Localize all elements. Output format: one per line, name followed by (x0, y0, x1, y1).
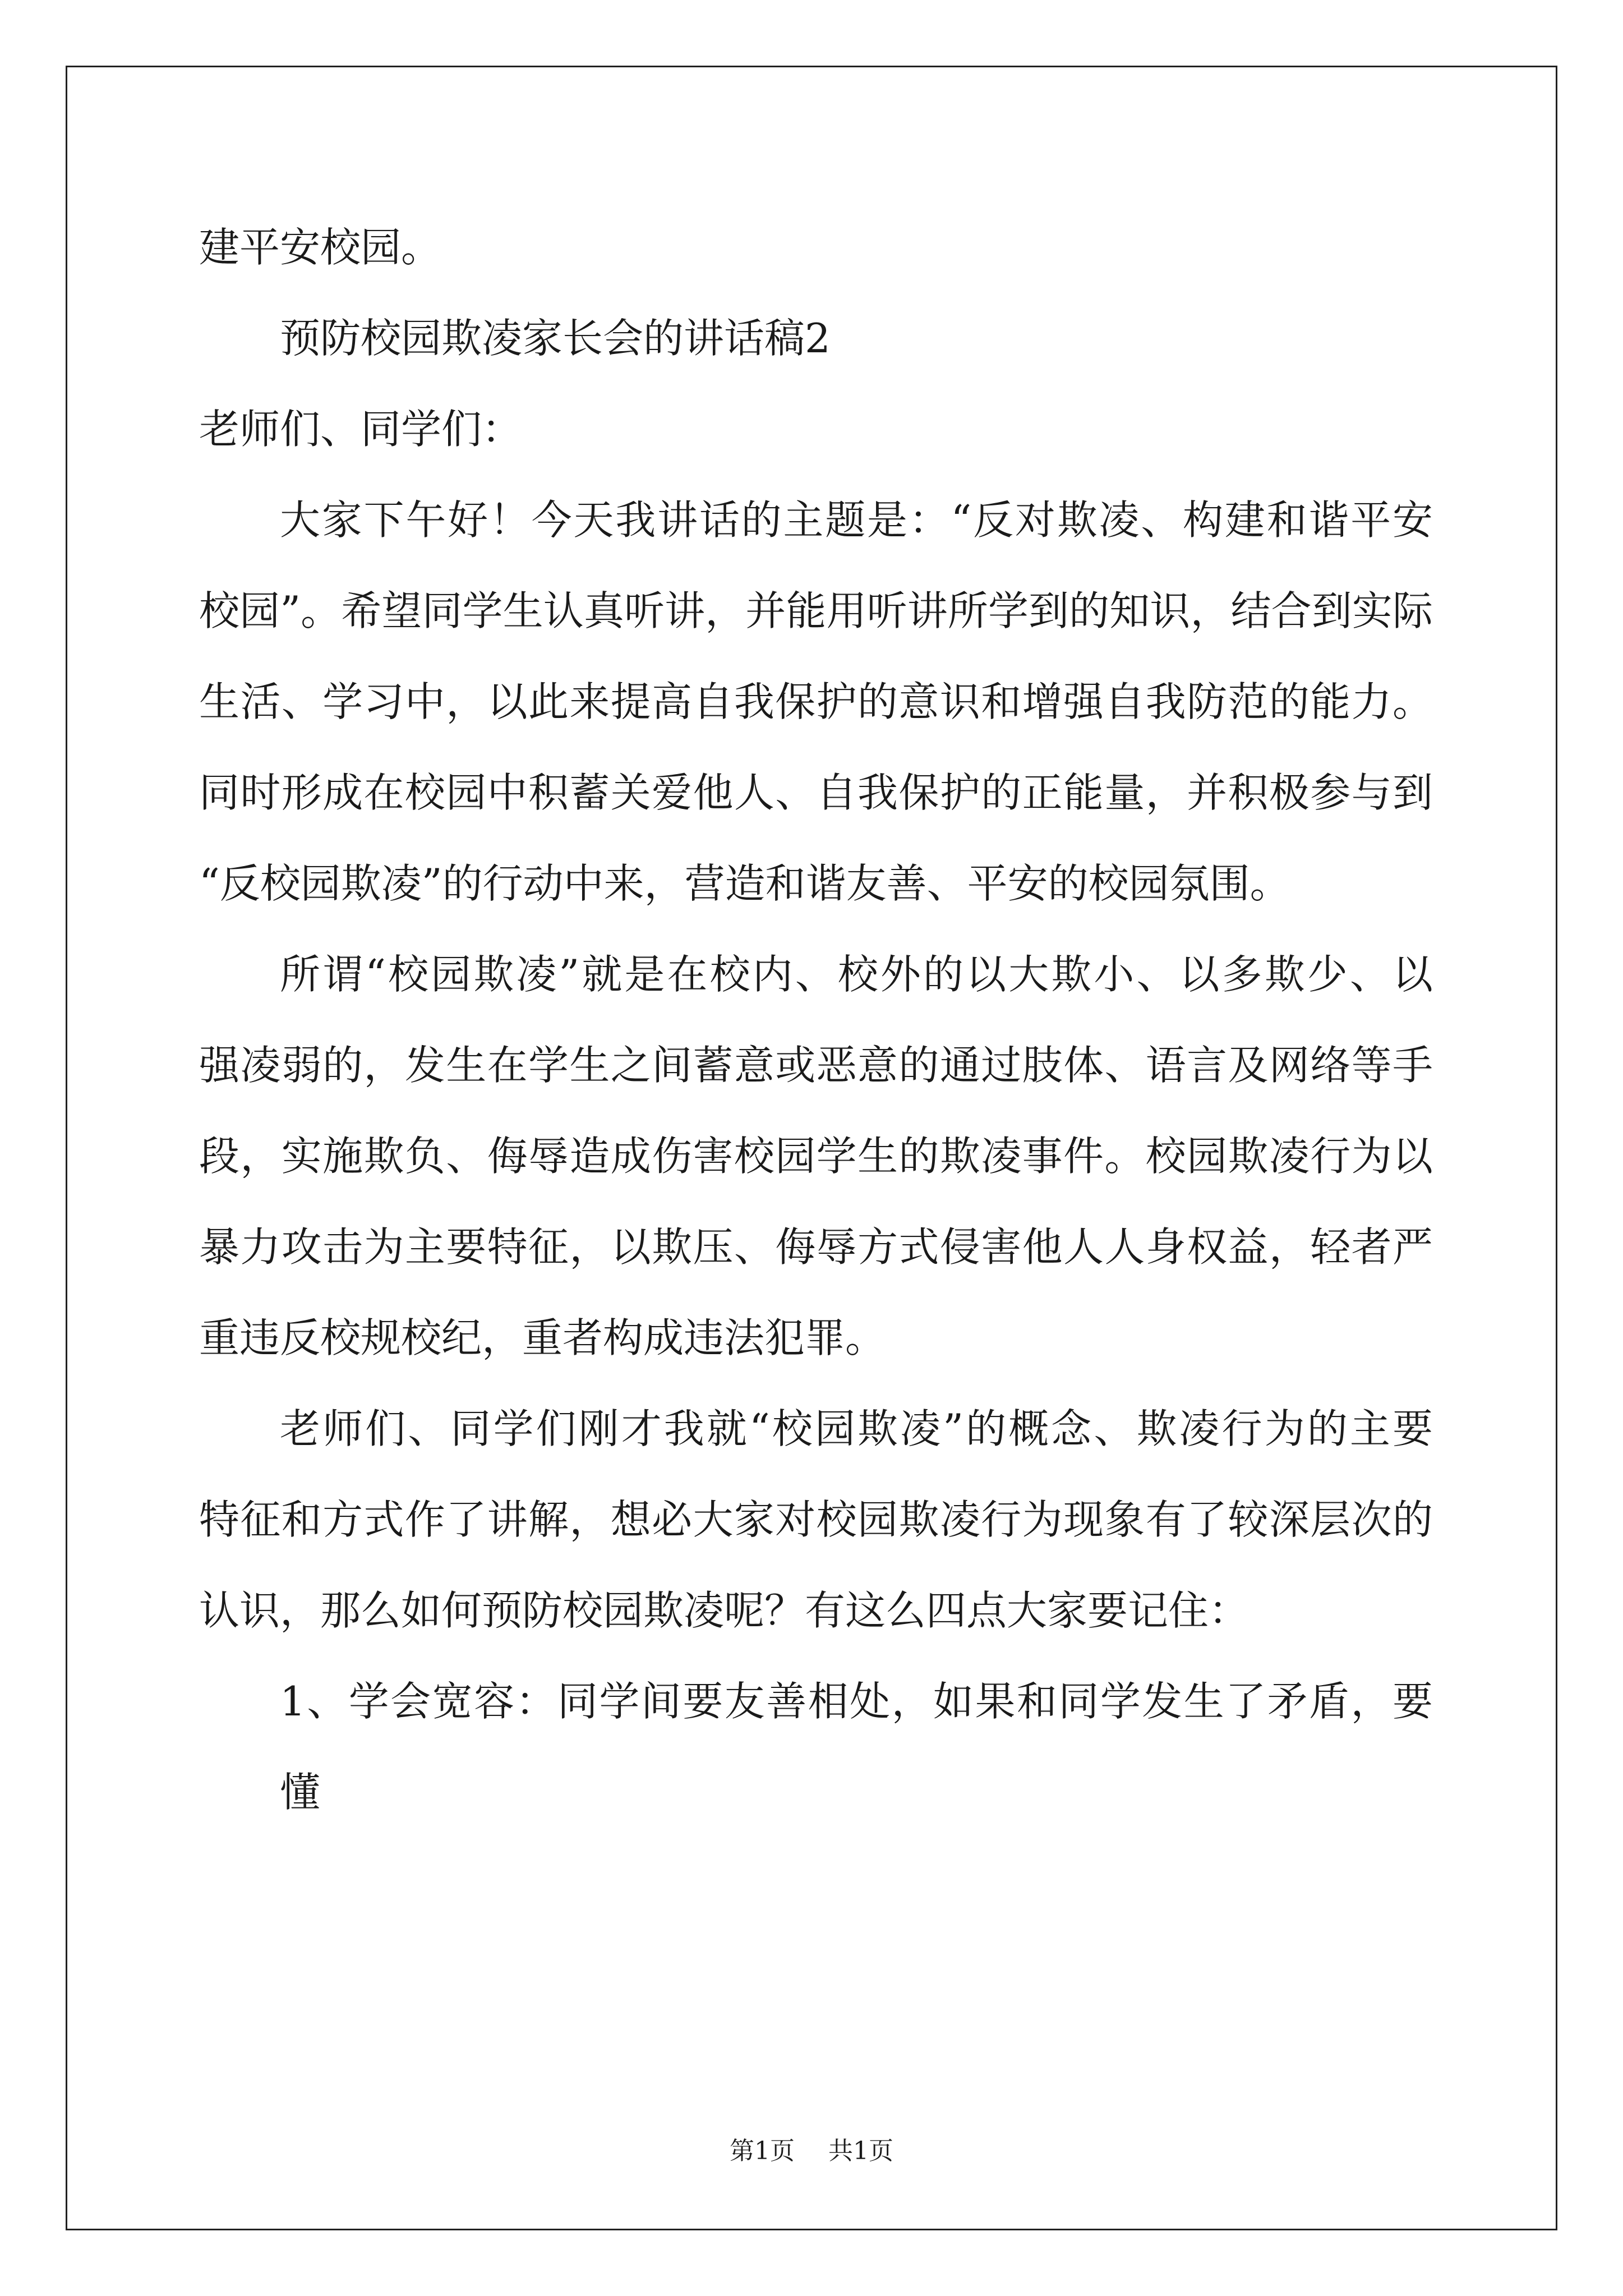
paragraph-1-line-4: 同时形成在校园中积蓄关爱他人、自我保护的正能量，并积极参与到 (199, 769, 1433, 816)
page-number: 第1页 (730, 2137, 795, 2165)
page-total: 共1页 (828, 2137, 893, 2165)
salutation: 老师们、同学们： (199, 406, 523, 453)
paragraph-2-line-2: 强凌弱的，发生在学生之间蓄意或恶意的通过肢体、语言及网络等手 (199, 1042, 1433, 1089)
paragraph-2-line-5: 重违反校规校纪，重者构成违法犯罪。 (199, 1314, 886, 1361)
text-line-1: 建平安校园。 (199, 224, 442, 271)
paragraph-3-line-2: 特征和方式作了讲解，想必大家对校园欺凌行为现象有了较深层次的 (199, 1496, 1433, 1543)
paragraph-3-line-3: 认识，那么如何预防校园欺凌呢？有这么四点大家要记住： (199, 1587, 1249, 1634)
page-footer (0, 2134, 1623, 2168)
paragraph-2-line-3: 段，实施欺负、侮辱造成伤害校园学生的欺凌事件。校园欺凌行为以 (199, 1133, 1433, 1180)
paragraph-1-line-3: 生活、学习中，以此来提高自我保护的意识和增强自我防范的能力。 (199, 678, 1433, 725)
document-body (199, 202, 1433, 1816)
paragraph-1-line-5: “反校园欺凌”的行动中来，营造和谐友善、平安的校园氛围。 (199, 860, 1290, 907)
paragraph-1-line-2: 校园”。希望同学生认真听讲，并能用听讲所学到的知识，结合到实际 (199, 587, 1433, 634)
paragraph-4-line-1: 1、学会宽容：同学间要友善相处，如果和同学发生了矛盾，要懂 (280, 1678, 1433, 1816)
paragraph-2-line-1: 所谓“校园欺凌”就是在校内、校外的以大欺小、以多欺少、以 (280, 951, 1433, 998)
paragraph-3-line-1: 老师们、同学们刚才我就“校园欺凌”的概念、欺凌行为的主要 (280, 1405, 1433, 1452)
document-title: 预防校园欺凌家长会的讲话稿2 (280, 315, 831, 362)
paragraph-1-line-1: 大家下午好！今天我讲话的主题是：“反对欺凌、构建和谐平安 (280, 496, 1433, 544)
paragraph-2-line-4: 暴力攻击为主要特征，以欺压、侮辱方式侵害他人人身权益，轻者严 (199, 1223, 1433, 1271)
